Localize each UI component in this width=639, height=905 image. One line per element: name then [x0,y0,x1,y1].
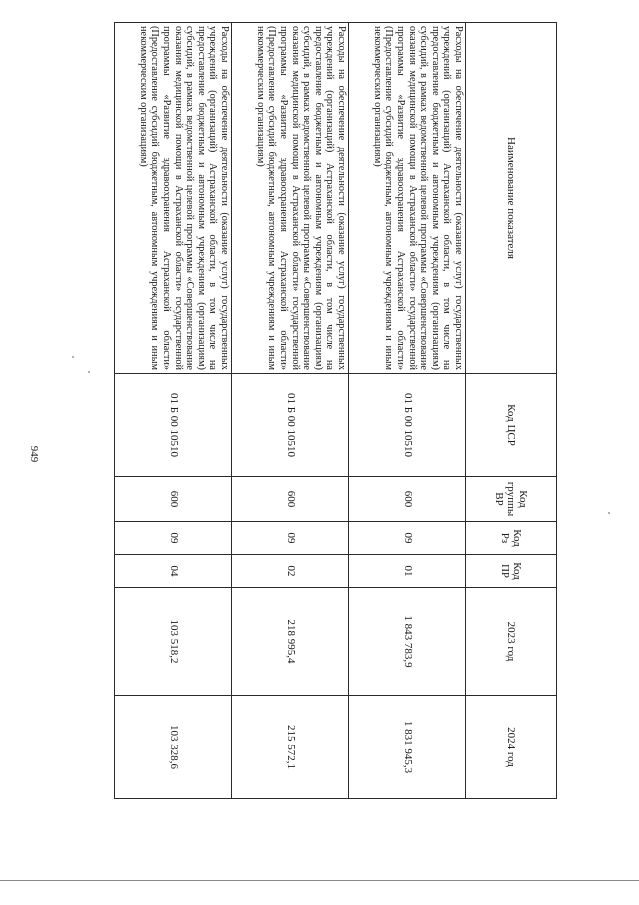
table-row [349,23,466,799]
row-vr: 600 [232,477,349,522]
row-rz: 09 [232,522,349,555]
row-pr: 04 [115,555,232,588]
row-rz: 09 [349,522,466,555]
budget-table-rotated [115,22,557,798]
header-2023: 2023 год [466,588,557,696]
table-row [115,23,232,799]
table-header-row [466,23,557,799]
header-vr: Код группы ВР [466,477,557,522]
row-vr: 600 [115,477,232,522]
row-csr: 01 Б 00 10510 [349,374,466,477]
row-name: Расходы на обеспечение деятельности (оказание услуг) государственных учреждений (организаций) Астраханской области, в том числе на предоставление бюджетным и автономным учреждениям (организациям) субсидий, в рамках ведомственной целевой программы «Совершенствование оказания медицинской помощи в Астраханской области» государственной программы «Развитие здравоохранения Астраханской области» (Предоставление субсидий бюджетным, автономным учреждениям и иным некоммерческим организациям) [232,23,349,374]
header-csr: Код ЦСР [466,374,557,477]
row-name: Расходы на обеспечение деятельности (оказание услуг) государственных учреждений (организаций) Астраханской области, в том числе на предоставление бюджетным и автономным учреждениям (организациям) субсидий, в рамках ведомственной целевой программы «Совершенствование оказания медицинской помощи в Астраханской области» государственной программы «Развитие здравоохранения Астраханской области» (Предоставление субсидий бюджетным, автономным учреждениям и иным некоммерческим организациям) [349,23,466,374]
budget-table [114,22,557,799]
row-csr: 01 Б 00 10510 [115,374,232,477]
header-rz: Код Рз [466,522,557,555]
row-2024: 103 328,6 [115,696,232,799]
row-rz: 09 [115,522,232,555]
scan-speck [88,371,90,373]
scan-speck [608,512,610,514]
header-2024: 2024 год [466,696,557,799]
row-2024: 1 831 945,3 [349,696,466,799]
row-2023: 1 843 783,9 [349,588,466,696]
row-2023: 103 518,2 [115,588,232,696]
header-name: Наименование показателя [466,23,557,374]
table-row [232,23,349,799]
row-pr: 01 [349,555,466,588]
row-csr: 01 Б 00 10510 [232,374,349,477]
scan-speck [72,356,74,358]
page-edge-line [0,880,639,881]
row-name: Расходы на обеспечение деятельности (оказание услуг) государственных учреждений (организаций) Астраханской области, в том числе на предоставление бюджетным и автономным учреждениям (организациям) субсидий, в рамках ведомственной целевой программы «Совершенствование оказания медицинской помощи в Астраханской области» государственной программы «Развитие здравоохранения Астраханской области» (Предоставление субсидий бюджетным, автономным учреждениям и иным некоммерческим организациям) [115,23,232,374]
page-number: 949 [28,445,40,463]
row-2024: 215 572,1 [232,696,349,799]
row-pr: 02 [232,555,349,588]
row-vr: 600 [349,477,466,522]
header-pr: Код ПР [466,555,557,588]
row-2023: 218 995,4 [232,588,349,696]
